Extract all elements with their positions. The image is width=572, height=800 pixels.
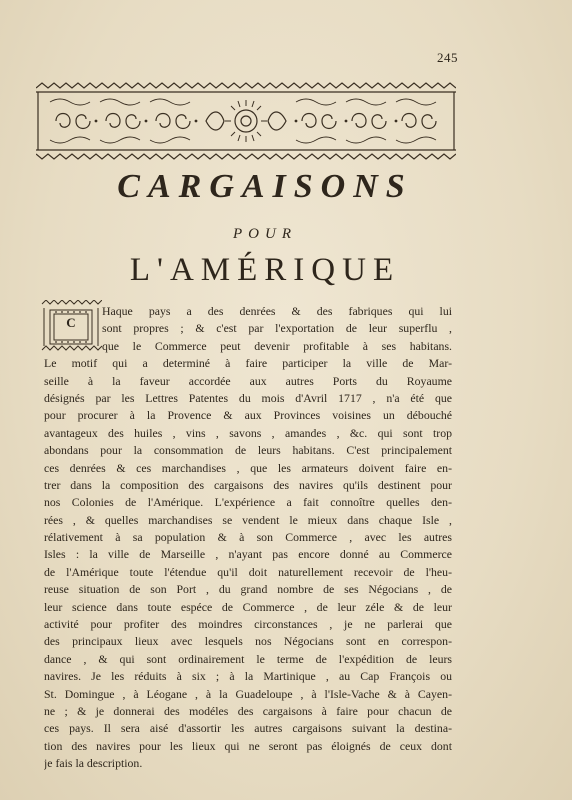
text-line: activité pour profiter des moindres circonstances , je ne parlerai que bbox=[44, 617, 452, 632]
text-line: avantageux des huiles , vins , savons , amandes , &c. qui sont trop bbox=[44, 425, 452, 440]
text-line: rées , & quelles marchandises se vendent le mieux dans chaque Isle , bbox=[44, 512, 452, 527]
text-line: je fais la description. bbox=[44, 756, 143, 771]
text-line: sont propres ; & c'est par l'exportation de leur superflu , bbox=[102, 321, 452, 336]
text-line: tion des navires pour les lieux qui ne seront pas éloignés de ceux dont bbox=[44, 738, 452, 753]
text-line: nos Colonies de l'Amérique. L'expérience a fait connoître quelles den- bbox=[44, 495, 452, 510]
text-line: leur science dans toute espéce de Commerce , de leur zéle & de leur bbox=[44, 599, 452, 614]
text-line: ces pays. Il sera aisé d'assortir les autres cargaisons suivant la destina- bbox=[44, 721, 452, 736]
text-line: ne ; & je donnerai des modéles des cargaisons à faire pour chacun de bbox=[44, 703, 452, 718]
text-line: dance , & qui sont ordinairement le terme de l'expédition de leurs bbox=[44, 651, 452, 666]
text-line: Haque pays a des denrées & des fabriques qui lui bbox=[102, 304, 452, 318]
text-line: ces denrées & ces marchandises , que les armateurs doivent faire en- bbox=[44, 460, 452, 475]
text-line: de l'Amérique toute l'étendue qu'il doit naturellement recevoir de l'heu- bbox=[44, 564, 452, 579]
text-line: des principaux lieux avec lesquels nos Négocians sont en correspon- bbox=[44, 634, 452, 649]
body-paragraph bbox=[44, 303, 452, 773]
text-line: rélativement à sa population & à son Commerce , avec les autres bbox=[44, 530, 452, 545]
text-line: désignés par les Lettres Patentes du mois d'Avril 1717 , n'a été que bbox=[44, 390, 452, 405]
dropcap-letter: C bbox=[66, 315, 76, 330]
decorative-header-ornament bbox=[36, 82, 456, 160]
text-line: abondans pour la consommation de leurs habitans. C'est principalement bbox=[44, 443, 452, 458]
text-line: Le motif qui a determiné à faire participer la ville de Mar- bbox=[44, 356, 452, 371]
text-line: seille à la faveur accordée aux autres Ports du Royaume bbox=[44, 373, 452, 388]
text-line: que le Commerce peut devenir profitable à ses habitans. bbox=[102, 338, 452, 353]
chapter-title-connector: POUR bbox=[233, 226, 297, 242]
chapter-title-main: CARGAISONS bbox=[117, 168, 413, 205]
text-line: navires. Je les réduits à six ; à la Martinique , au Cap François ou bbox=[44, 669, 452, 684]
page-number: 245 bbox=[437, 50, 458, 65]
text-line: St. Domingue , à Léogane , à la Guadeloupe , à l'Isle-Vache & à Cayen- bbox=[44, 686, 452, 701]
text-line: Isles : la ville de Marseille , n'ayant pas encore donné au Commerce bbox=[44, 547, 452, 562]
chapter-title-sub: L'AMÉRIQUE bbox=[129, 252, 401, 288]
text-line: reuse situation de son Port , du grand nombre de ses Négocians , de bbox=[44, 582, 452, 597]
text-line: trer dans la composition des cargaisons des navires qu'ils destinent pour bbox=[44, 477, 452, 492]
text-line: pour procurer à la Provence & aux Provinces voisines un débouché bbox=[44, 408, 452, 423]
